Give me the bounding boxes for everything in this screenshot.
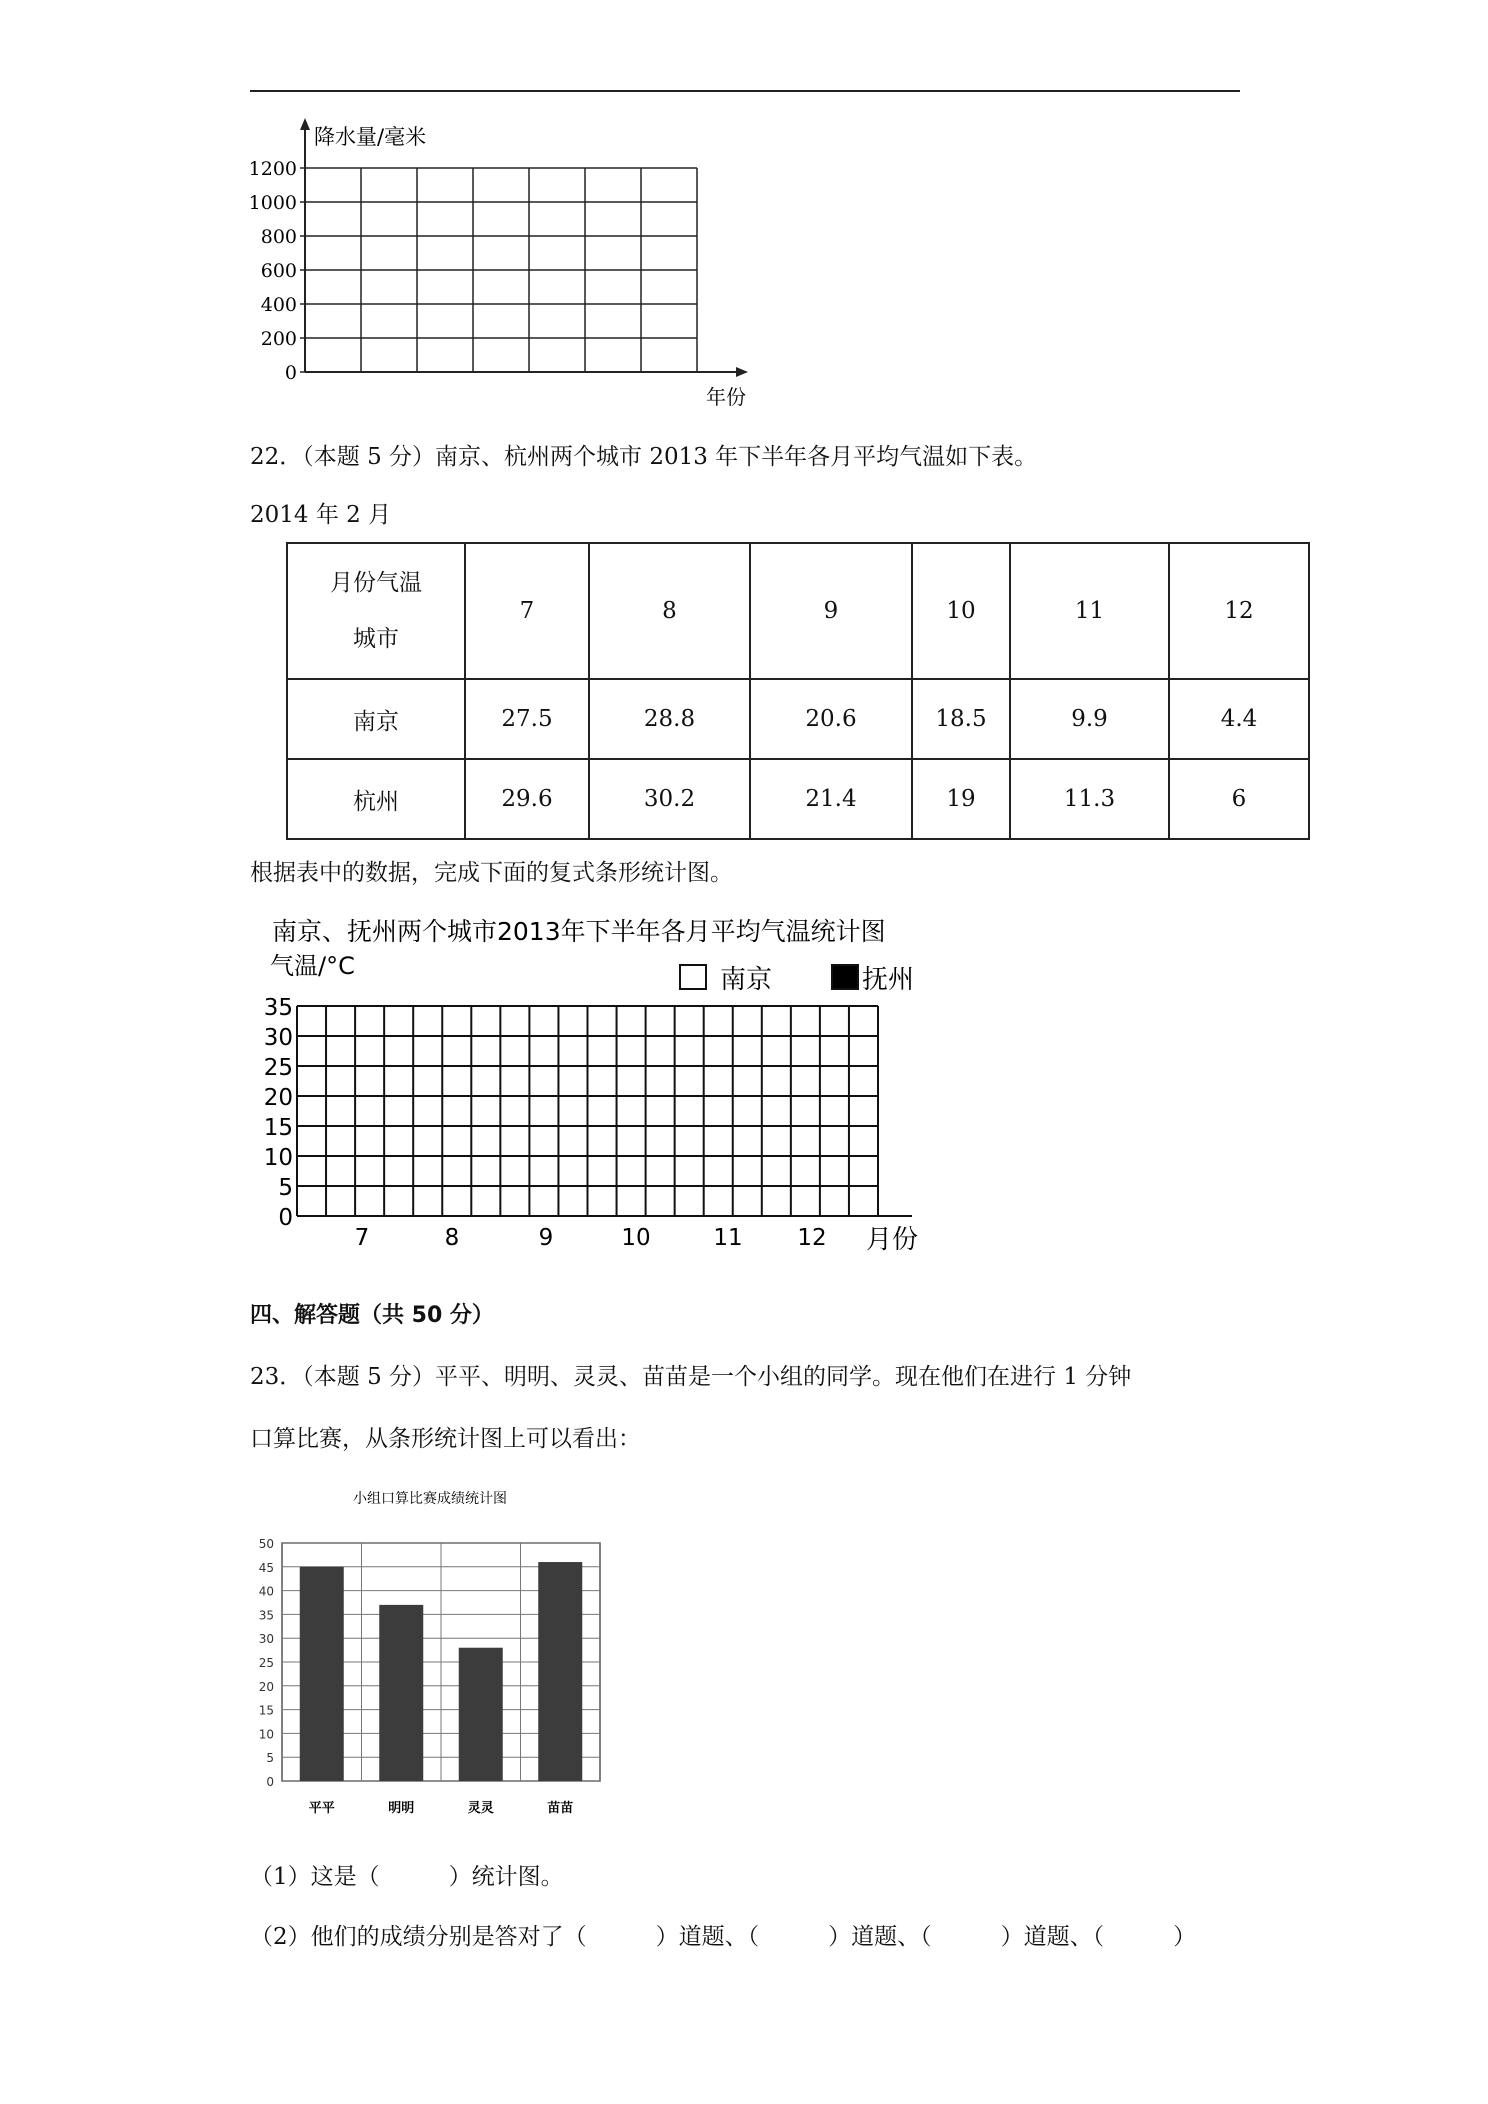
table-header-month: 10 [912, 543, 1010, 679]
legend-swatch-nanjing [680, 965, 706, 989]
q23-sub1: （1）这是（ ）统计图。 [250, 1864, 564, 1890]
y-tick-label: 400 [260, 294, 297, 316]
table-cell: 9.9 [1010, 679, 1169, 759]
y-tick-label: 20 [258, 1679, 274, 1694]
table-city-cell: 南京 [287, 679, 465, 759]
x-axis-label: 月份 [866, 1225, 919, 1255]
temperature-table [286, 542, 1310, 840]
x-axis-arrow [736, 367, 748, 377]
bar [538, 1562, 582, 1781]
rainfall-chart [249, 118, 748, 409]
section-heading: 四、解答题（共 50 分） [250, 1303, 494, 1328]
table-header-month: 8 [589, 543, 750, 679]
x-tick-label: 灵灵 [467, 1801, 494, 1816]
y-tick-label: 25 [263, 1055, 293, 1081]
y-axis-arrow [300, 118, 310, 130]
table-row [287, 759, 1309, 839]
y-tick-label: 200 [260, 328, 297, 350]
table-cell: 11.3 [1010, 759, 1169, 839]
x-tick-label: 平平 [308, 1801, 335, 1816]
x-tick-label: 7 [354, 1225, 370, 1251]
y-tick-label: 40 [258, 1584, 274, 1599]
table-header-month: 11 [1010, 543, 1169, 679]
table-cell: 29.6 [465, 759, 589, 839]
y-tick-label: 0 [278, 1205, 293, 1231]
table-corner-bottom: 城市 [353, 626, 399, 652]
bar [300, 1567, 344, 1781]
y-tick-label: 10 [258, 1727, 274, 1742]
y-tick-label: 35 [258, 1608, 274, 1623]
x-tick-label: 10 [621, 1225, 651, 1251]
table-cell: 28.8 [589, 679, 750, 759]
score-chart [259, 1490, 600, 1816]
table-header-month: 9 [750, 543, 912, 679]
y-tick-label: 25 [258, 1656, 274, 1670]
y-axis-label: 气温/°C [270, 952, 355, 980]
table-cell: 18.5 [912, 679, 1010, 759]
q22-instruction: 根据表中的数据，完成下面的复式条形统计图。 [250, 860, 733, 886]
y-tick-label: 15 [258, 1703, 274, 1718]
q22-text: 22．（本题 5 分）南京、杭州两个城市 2013 年下半年各月平均气温如下表。 [250, 444, 1038, 470]
table-header-month: 7 [465, 543, 589, 679]
y-tick-label: 1000 [248, 192, 297, 214]
x-tick-label: 苗苗 [547, 1801, 574, 1816]
y-tick-label: 0 [266, 1775, 274, 1789]
y-axis-label: 降水量/毫米 [314, 125, 427, 149]
y-tick-label: 1200 [248, 158, 297, 180]
y-tick-label: 15 [263, 1115, 293, 1141]
y-tick-label: 0 [284, 362, 297, 384]
table-row [287, 679, 1309, 759]
y-tick-label: 30 [258, 1632, 274, 1647]
y-tick-label: 35 [263, 995, 293, 1021]
legend-label-fuzhou: 抚州 [862, 965, 915, 995]
table-cell: 20.6 [750, 679, 912, 759]
q23-line2: 口算比赛，从条形统计图上可以看出： [250, 1426, 641, 1452]
y-tick-label: 600 [260, 260, 297, 282]
y-tick-label: 800 [260, 226, 297, 248]
table-city-cell: 杭州 [287, 759, 465, 839]
bar [379, 1605, 423, 1781]
table-header-month: 12 [1169, 543, 1309, 679]
q23-sub2: （2）他们的成绩分别是答对了（ ）道题、（ ）道题、（ ）道题、（ ） [250, 1924, 1197, 1950]
table-cell: 6 [1169, 759, 1309, 839]
temperature-chart [264, 917, 918, 1255]
y-tick-label: 45 [258, 1560, 274, 1575]
x-tick-label: 11 [713, 1225, 743, 1251]
x-tick-label: 明明 [388, 1801, 415, 1816]
table-cell: 30.2 [589, 759, 750, 839]
q22-date: 2014 年 2 月 [250, 502, 392, 528]
table-cell: 19 [912, 759, 1010, 839]
x-tick-label: 12 [797, 1225, 827, 1251]
y-tick-label: 30 [263, 1025, 293, 1051]
y-tick-label: 5 [266, 1751, 274, 1766]
q23-line1: 23．（本题 5 分）平平、明明、灵灵、苗苗是一个小组的同学。现在他们在进行 1 分钟 [250, 1364, 1132, 1390]
bar [459, 1648, 503, 1781]
x-tick-label: 9 [538, 1225, 554, 1251]
y-tick-label: 5 [278, 1175, 293, 1201]
table-cell: 4.4 [1169, 679, 1309, 759]
table-cell: 27.5 [465, 679, 589, 759]
y-tick-label: 20 [263, 1085, 293, 1111]
legend-swatch-fuzhou [832, 965, 858, 989]
legend-label-nanjing: 南京 [720, 965, 773, 995]
table-cell: 21.4 [750, 759, 912, 839]
chart-title: 南京、抚州两个城市2013年下半年各月平均气温统计图 [272, 917, 886, 946]
x-tick-label: 8 [444, 1225, 460, 1251]
table-corner-top: 月份气温 [330, 570, 422, 596]
y-tick-label: 10 [263, 1145, 293, 1171]
chart-title: 小组口算比赛成绩统计图 [353, 1491, 507, 1507]
y-tick-label: 50 [258, 1537, 274, 1551]
table-corner-cell [287, 543, 465, 679]
x-axis-label: 年份 [706, 385, 746, 409]
